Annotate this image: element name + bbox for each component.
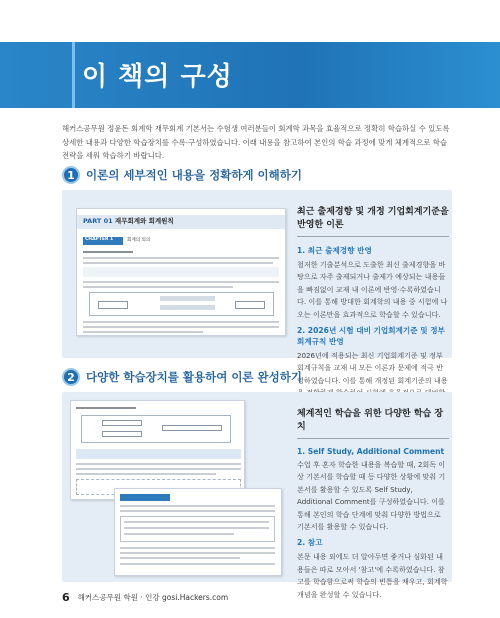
section-1-item-2-heading: 2. 2026년 시험 대비 기업회계기준 및 정부회계규칙 반영 (297, 326, 445, 347)
section-2-item-1-text: 수업 후 혼자 학습한 내용을 복습할 때, 2회독 이상 기본서를 학습할 때 등 다양한 상황에 맞춰 기본서를 활용할 수 있도록 Self Study, Additional Comment를 구성하였습니다. 이를 통해 본인의 학습 단계에 맞춰 다양한 방법으로 기본서를 활용할 수 있습니다. (297, 460, 446, 532)
thumb-chapter-label: CHAPTER 1 (85, 237, 114, 242)
section-2-item-2-text: 본문 내용 외에도 더 알아두면 좋거나 심화된 내용들은 따로 모아서 '참고'에 수록하였습니다. 참고를 학습함으로써 학습의 빈틈을 채우고, 회계학 개념을 완성할 수 있습니다. (297, 552, 448, 599)
section-1-number: 1 (62, 166, 80, 184)
section-2-desc-title: 체계적인 학습을 위한 다양한 학습 장치 (297, 406, 449, 439)
intro-paragraph: 해커스공무원 정윤돈 회계학 재무회계 기본서는 수험생 여러분들이 회계학 과목을 효율적으로 정확히 학습하실 수 있도록 상세한 내용과 다양한 학습장치를 수록·구성하였습니다. 이래 내용을 참고하여 본인의 학습 과정에 맞게 체계적으로 학습 전략을 세워 학습하기 바랍니다. (62, 124, 450, 160)
footer-text: 해커스공무원 학원 · 인강 gosi.Hackers.com (77, 593, 229, 602)
section-2-description (297, 406, 449, 605)
section-2-item-2-heading: 2. 참고 (297, 538, 323, 548)
section-1-description (297, 204, 449, 416)
section-2-heading (62, 368, 302, 386)
section-1-item-1-heading: 1. 최근 출제경향 반영 (297, 246, 372, 255)
page-footer (62, 591, 228, 604)
page-title: 이 책의 구성 (82, 62, 233, 92)
section-2-thumbnail-back (70, 400, 245, 500)
thumb-diagram (89, 292, 274, 316)
title-banner (0, 42, 500, 108)
section-1-item-1-text: 철저한 기출분석으로 도출한 최신 출제경향을 바탕으로 자주 출제되거나 출제가 예상되는 내용들을 빠짐없이 교재 내 이론에 반영·수록하였습니다. 이를 통해 방대한 회계학의 내용 중 시험에 나오는 이론만을 효과적으로 학습할 수 있습니다. (297, 260, 448, 319)
thumb-part-label: PART 01 재무회계와 회계원칙 (83, 217, 174, 225)
section-2-number: 2 (62, 368, 80, 386)
section-1-thumbnail (76, 208, 286, 336)
section-1-desc-title: 최근 출제경향 및 개정 기업회계기준을 반영한 이론 (297, 204, 449, 237)
thumb-flow-diagram (81, 415, 231, 443)
section-2-item-1-heading: 1. Self Study, Additional Comment (297, 447, 445, 456)
thumb-chapter-title: 회계의 의의 (127, 238, 151, 243)
section-1-item-2-text: 2026년에 적용되는 최신 기업회계기준 및 정부회계규칙을 교재 내 모든 이론과 문제에 적극 반영하였습니다. 이를 통해 개정된 회계기준의 내용 (297, 351, 448, 385)
page-number: 6 (62, 591, 70, 604)
section-2-title: 다양한 학습장치를 활용하여 이론 완성하기 (86, 370, 302, 384)
section-1-heading (62, 166, 302, 184)
section-2-thumbnail-front (114, 488, 282, 576)
section-1-title: 이론의 세부적인 내용을 정확하게 이해하기 (86, 168, 302, 182)
